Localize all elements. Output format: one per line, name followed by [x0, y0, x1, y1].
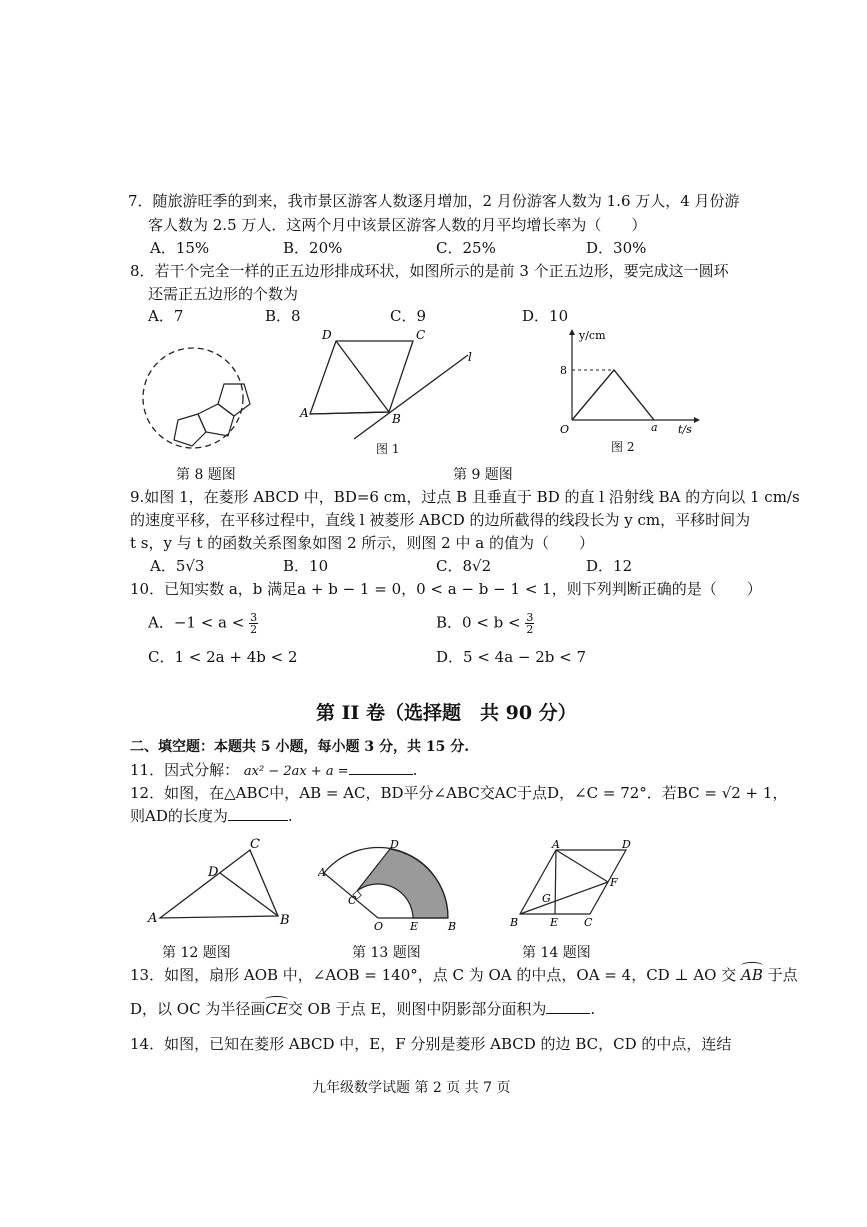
q13-line1: 13．如图，扇形 AOB 中，∠AOB = 140°，点 C 为 OA 的中点，OA = 4，CD ⊥ AO 交 AB 于点	[130, 966, 798, 984]
q9-option-d: D．12	[586, 557, 633, 575]
svg-text:B: B	[510, 916, 519, 929]
q9-option-b: B．10	[283, 557, 329, 575]
label-c: C	[416, 328, 426, 342]
label-b: B	[392, 412, 401, 426]
q8-option-a: A．7	[148, 307, 184, 325]
q8-line2: 还需正五边形的个数为	[148, 285, 299, 303]
figure-9-rhombus	[296, 325, 486, 455]
q12-line2: 则AD的长度为 .	[130, 807, 293, 825]
svg-text:A: A	[318, 866, 326, 879]
q10-option-b	[436, 612, 534, 635]
svg-text:C: C	[250, 837, 260, 852]
svg-text:F: F	[610, 876, 618, 889]
svg-text:A: A	[552, 838, 560, 851]
svg-text:O: O	[374, 920, 384, 932]
svg-text:D: D	[208, 865, 219, 880]
figure-8-pentagon-ring	[140, 330, 260, 460]
arc-ce: CE	[265, 1000, 288, 1018]
q11: 11．因式分解： ax² − 2ax + a = .	[130, 761, 418, 779]
q7-option-a: A．15%	[150, 239, 210, 257]
caption-q14: 第 14 题图	[522, 945, 591, 961]
q14-line1: 14．如图，已知在菱形 ABCD 中，E，F 分别是菱形 ABCD 的边 BC，CD 的中点，连结	[130, 1035, 732, 1053]
figure-13-sector	[318, 836, 458, 932]
section-subtitle: 二、填空题：本题共 5 小题，每小题 3 分，共 15 分.	[130, 739, 470, 755]
fraction: $\frac{3}{2}$	[250, 611, 258, 636]
figure-14-rhombus	[508, 836, 638, 932]
caption-q9: 第 9 题图	[453, 467, 513, 483]
q9-option-a: A．5√3	[150, 557, 205, 575]
q9-line1: 9.如图 1，在菱形 ABCD 中，BD=6 cm，过点 B 且垂直于 BD 的直 l 沿射线 BA 的方向以 1 cm/s	[130, 488, 800, 506]
q11-expression: ax² − 2ax + a =	[243, 764, 349, 779]
figure-12-triangle	[144, 830, 294, 930]
caption-q12: 第 12 题图	[162, 945, 231, 961]
figure-9-graph	[544, 325, 704, 435]
svg-text:C: C	[584, 916, 593, 929]
svg-text:B: B	[448, 920, 457, 932]
q7-option-c: C．25%	[436, 239, 496, 257]
svg-text:D: D	[622, 838, 631, 851]
q10-option-a-text: A．−1 < a <	[148, 613, 245, 632]
q8-option-b: B．8	[265, 307, 301, 325]
q7-line1: 7．随旅游旺季的到来，我市景区游客人数逐月增加，2 月份游客人数为 1.6 万人，4 月份游	[128, 192, 740, 210]
q7-option-d: D．30%	[586, 239, 647, 257]
q9-line3: t s，y 与 t 的函数关系图象如图 2 所示，则图 2 中 a 的值为（ ）	[130, 534, 594, 552]
svg-text:G: G	[542, 892, 551, 905]
q10-option-c: C．1 < 2a + 4b < 2	[148, 648, 298, 666]
q10-option-b-text: B．0 < b <	[436, 613, 521, 632]
graph-xlabel: t/s	[678, 423, 692, 435]
fig1-label: 图 1	[376, 442, 400, 456]
graph-ytick: 8	[560, 364, 567, 377]
arc-ab: AB	[741, 966, 763, 984]
q8-option-d: D．10	[522, 307, 569, 325]
svg-text:C: C	[348, 894, 357, 907]
graph-ylabel: y/cm	[579, 329, 606, 342]
q7-option-b: B．20%	[283, 239, 343, 257]
q12-line1: 12．如图，在△ABC中，AB = AC，BD平分∠ABC交AC于点D，∠C = 72°．若BC = √2 + 1，	[130, 784, 788, 802]
label-a: A	[300, 406, 309, 420]
q10-line1: 10．已知实数 a，b 满足a + b − 1 = 0，0 < a − b − 1 < 1，则下列判断正确的是（ ）	[130, 580, 762, 598]
q7-line2: 客人数为 2.5 万人．这两个月中该景区游客人数的月平均增长率为（ ）	[148, 216, 647, 234]
q8-option-c: C．9	[390, 307, 427, 325]
q11-text: 11．因式分解：	[130, 761, 240, 779]
label-d: D	[322, 328, 332, 342]
svg-text:B: B	[280, 913, 290, 928]
q10-option-a	[148, 612, 258, 635]
page-footer: 九年级数学试题 第 2 页 共 7 页	[312, 1080, 511, 1096]
q9-line2: 的速度平移，在平移过程中，直线 l 被菱形 ABCD 的边所截得的线段长为 y cm，平移时间为	[130, 511, 751, 529]
answer-blank	[546, 999, 590, 1014]
label-l: l	[468, 350, 472, 364]
caption-q8: 第 8 题图	[176, 467, 236, 483]
fraction: $\frac{3}{2}$	[526, 611, 534, 636]
section-title: 第 II 卷（选择题 共 90 分）	[316, 702, 577, 724]
svg-text:E: E	[550, 916, 559, 929]
graph-origin: O	[560, 423, 570, 435]
svg-text:A: A	[148, 911, 158, 926]
q9-option-c: C．8√2	[436, 557, 492, 575]
q10-option-d: D．5 < 4a − 2b < 7	[436, 648, 587, 666]
q13-line2: D，以 OC 为半径画CE交 OB 于点 E，则图中阴影部分面积为 .	[130, 1000, 596, 1018]
svg-text:E: E	[410, 920, 419, 932]
fig2-label: 图 2	[611, 440, 635, 454]
svg-text:D: D	[390, 838, 399, 851]
graph-xtick: a	[651, 421, 658, 434]
q8-line1: 8．若干个完全一样的正五边形排成环状，如图所示的是前 3 个正五边形，要完成这一圆环	[130, 262, 729, 280]
answer-blank	[349, 760, 413, 775]
answer-blank	[228, 806, 288, 821]
caption-q13: 第 13 题图	[352, 945, 421, 961]
